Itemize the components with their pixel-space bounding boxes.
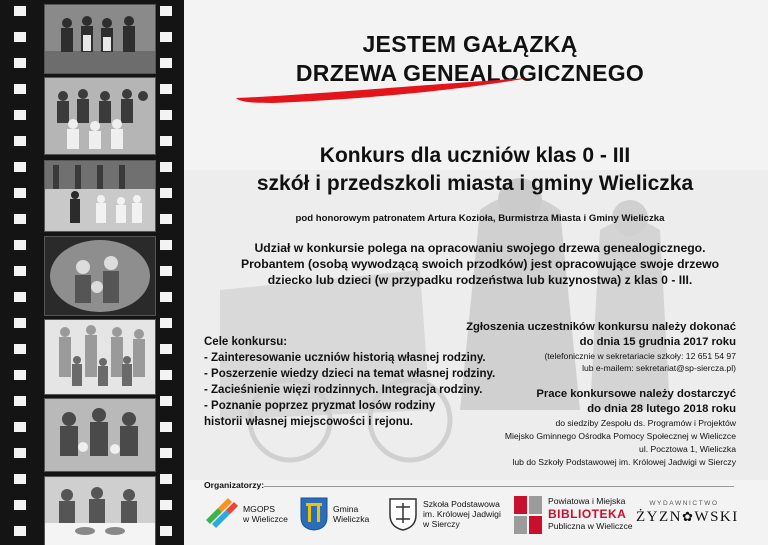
film-perforations-left bbox=[14, 0, 26, 545]
school-emblem-icon bbox=[388, 497, 418, 531]
library-label bbox=[548, 496, 633, 532]
gmina-logo bbox=[300, 494, 369, 534]
family-photo-7 bbox=[44, 476, 156, 545]
registration-line-1: Zgłoszenia uczestników konkursu należy dokonać bbox=[466, 321, 736, 333]
registration-phone: (telefonicznie w sekretariacie szkoły: 12 651 54 97 bbox=[544, 351, 736, 361]
family-photo-6 bbox=[44, 398, 156, 472]
school-city: w Sierczy bbox=[423, 519, 460, 529]
poster-title-line-1: JESTEM GAŁĄZKĄ bbox=[362, 31, 578, 57]
patronage-text: pod honorowym patronatem Artura Kozioła, Burmistrza Miasta i Gminy Wieliczka bbox=[295, 213, 665, 224]
red-brush-stroke bbox=[232, 76, 532, 106]
submission-line-1: Prace konkursowe należy dostarczyć bbox=[536, 388, 736, 400]
submission-address: Miejsko Gminnego Ośrodka Pomocy Społecznej w Wieliczce bbox=[504, 431, 736, 441]
mgops-name: MGOPS bbox=[243, 504, 275, 514]
contest-heading-line-1: Konkurs dla uczniów klas 0 - III bbox=[319, 144, 631, 167]
publisher-name-part-2: WSKI bbox=[694, 509, 739, 525]
gmina-name: Gmina bbox=[333, 504, 359, 514]
submission-address: do siedziby Zespołu ds. Programów i Projektów bbox=[555, 418, 736, 428]
goal-item: - Poznanie poprzez pryzmat losów rodziny bbox=[204, 400, 436, 412]
mgops-label bbox=[243, 504, 288, 524]
school-logo bbox=[388, 494, 501, 534]
goal-item: - Zacieśnienie więzi rodzinnych. Integracja rodziny. bbox=[204, 384, 483, 396]
flower-icon: ✿ bbox=[682, 509, 695, 524]
registration-email: lub e-mailem: sekretariat@sp-siercza.pl) bbox=[582, 363, 736, 373]
poster-title-line-2: DRZEWA GENEALOGICZNEGO bbox=[295, 60, 645, 86]
submission-address: lub do Szkoły Podstawowej im. Królowej Jadwigi w Sierczy bbox=[512, 457, 736, 467]
library-line-3: Publiczna w Wieliczce bbox=[548, 521, 633, 531]
publisher-name bbox=[636, 509, 739, 526]
organizers-divider bbox=[264, 486, 734, 487]
gmina-label bbox=[333, 504, 369, 524]
school-name: Szkoła Podstawowa bbox=[423, 499, 500, 509]
contest-goals bbox=[204, 334, 495, 430]
mgops-icon bbox=[204, 498, 238, 530]
intro-line: dziecko lub dzieci (w przypadku rodzeństwa lub kuzynostwa) z klas 0 - III. bbox=[267, 273, 693, 287]
library-line-1: Powiatowa i Miejska bbox=[548, 496, 626, 506]
mgops-logo bbox=[204, 494, 288, 534]
goal-item: - Poszerzenie wiedzy dzieci na temat własnej rodziny. bbox=[204, 368, 496, 380]
film-strip bbox=[0, 0, 184, 545]
organizers-label: Organizatorzy: bbox=[204, 480, 265, 490]
school-patron: im. Królowej Jadwigi bbox=[423, 509, 501, 519]
gmina-crest-icon bbox=[300, 497, 328, 531]
intro-paragraph bbox=[200, 240, 760, 288]
submission-deadline: do dnia 28 lutego 2018 roku bbox=[587, 403, 736, 415]
goal-item: - Zainteresowanie uczniów historią własnej rodziny. bbox=[204, 352, 486, 364]
mgops-city: w Wieliczce bbox=[243, 514, 288, 524]
family-photo-3 bbox=[44, 160, 156, 232]
publisher-logo bbox=[636, 500, 739, 526]
goals-heading: Cele konkursu: bbox=[204, 336, 288, 348]
submission-address: ul. Pocztowa 1, Wieliczka bbox=[639, 444, 736, 454]
family-photo-2 bbox=[44, 77, 156, 155]
film-perforations-right bbox=[160, 0, 172, 545]
library-book-icon bbox=[514, 496, 542, 534]
registration-deadline: do dnia 15 grudnia 2017 roku bbox=[579, 336, 736, 348]
publisher-label: WYDAWNICTWO bbox=[649, 500, 719, 507]
school-label bbox=[423, 499, 501, 529]
family-photo-4 bbox=[44, 236, 156, 316]
intro-line: Udział w konkursie polega na opracowaniu swojego drzewa genealogicznego. bbox=[254, 241, 706, 255]
library-name: BIBLIOTEKA bbox=[548, 507, 627, 521]
publisher-name-part-1: ŻYZN bbox=[636, 509, 682, 525]
contest-heading-line-2: szkół i przedszkoli miasta i gminy Wieliczka bbox=[256, 172, 694, 195]
goal-item: historii własnej miejscowości i rejonu. bbox=[204, 416, 413, 428]
family-photo-1 bbox=[44, 4, 156, 74]
gmina-city: Wieliczka bbox=[333, 514, 370, 524]
family-photo-5 bbox=[44, 319, 156, 395]
intro-line: Probantem (osobą wywodzącą swoich przodków) jest opracowujące swoje drzewo bbox=[240, 257, 720, 271]
